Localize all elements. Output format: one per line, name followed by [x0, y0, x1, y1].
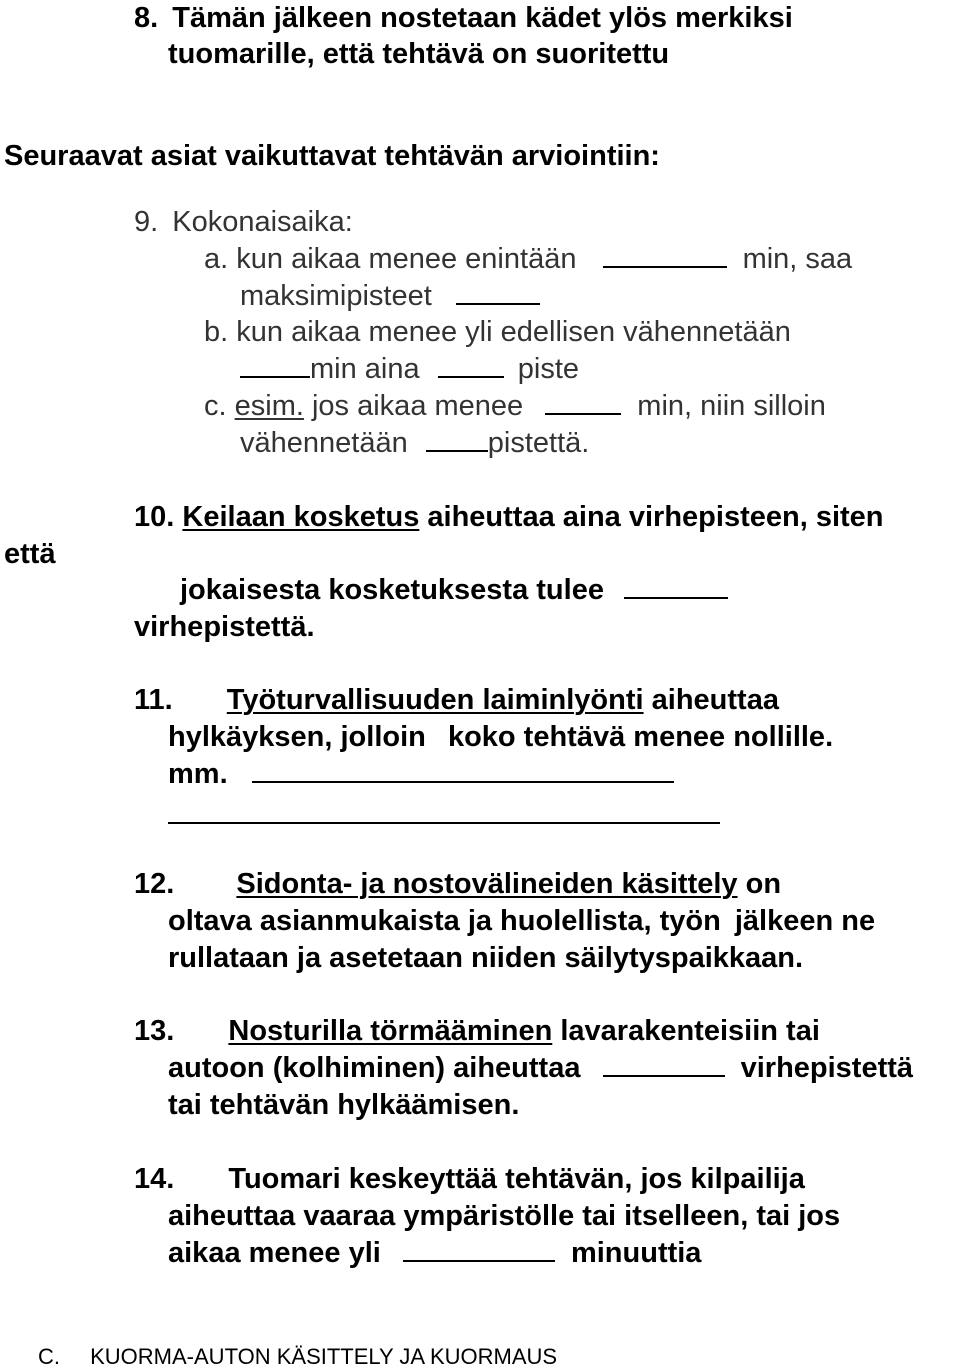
item-9a-label: a.	[204, 243, 229, 275]
item-14-line-3	[168, 1235, 701, 1271]
item-8-line-1	[134, 0, 793, 36]
item-9b-label: b.	[204, 316, 229, 348]
item-10-line-3: virhepistettä.	[134, 611, 315, 643]
item-12-line-1	[134, 866, 781, 902]
item-13-line-2	[168, 1050, 913, 1086]
item-9b-text-3: piste	[517, 353, 580, 385]
item-13-text-2: autoon (kolhiminen) aiheuttaa	[168, 1052, 581, 1084]
item-13-number: 13.	[134, 1015, 175, 1047]
item-12-line-3: rullataan ja asetetaan niiden säilytyspaikkaan.	[168, 942, 804, 974]
item-13-underlined: Nosturilla törmääminen	[228, 1015, 553, 1047]
item-9-heading	[134, 204, 353, 240]
item-9c-label: c.	[204, 390, 227, 422]
item-11-line-2	[168, 719, 833, 755]
item-9b-line-1	[204, 314, 791, 350]
item-9b-text-1: kun aikaa menee yli edellisen vähennetään	[236, 316, 791, 348]
item-8-line-2: tuomarille, että tehtävä on suoritettu	[168, 38, 670, 70]
item-9c-text-4: pistettä.	[487, 427, 590, 459]
item-9a-blank-1	[603, 242, 727, 268]
item-9-number: 9.	[134, 206, 159, 238]
item-12-text-2: oltava asianmukaista ja huolellista, työn	[168, 905, 721, 937]
item-14-line-1	[134, 1161, 805, 1197]
item-10-blank	[624, 573, 728, 599]
item-13-blank	[603, 1051, 725, 1077]
item-9a-text-3: maksimipisteet	[240, 280, 432, 312]
item-10-text-1: aiheuttaa aina virhepisteen, siten	[427, 501, 884, 533]
item-12-number: 12.	[134, 868, 175, 900]
item-12-text-3: jälkeen ne	[734, 905, 876, 937]
item-13-line-1	[134, 1013, 820, 1049]
margin-note: että	[4, 538, 56, 570]
item-9c-esim: esim.	[234, 390, 304, 422]
item-11-text-3: koko tehtävä menee nollille.	[447, 721, 834, 753]
item-11-text-1: aiheuttaa	[651, 684, 779, 716]
item-9a-blank-2	[456, 279, 540, 305]
item-9b-text-2: min aina	[310, 353, 420, 385]
item-8-text-1: Tämän jälkeen nostetaan kädet ylös merkiksi	[172, 2, 793, 34]
item-9c-blank-1	[545, 389, 621, 415]
item-11-text-2: hylkäyksen, jolloin	[168, 721, 426, 753]
evaluation-intro: Seuraavat asiat vaikuttavat tehtävän arviointiin:	[4, 140, 660, 172]
item-9a-text-2: min, saa	[742, 243, 853, 275]
section-c-label: C.	[38, 1344, 60, 1369]
item-11-line-3	[168, 756, 674, 792]
item-12-underlined: Sidonta- ja nostovälineiden käsittely	[236, 868, 738, 900]
item-10-text-2: jokaisesta kosketuksesta tulee	[180, 574, 604, 606]
section-c-text: KUORMA-AUTON KÄSITTELY JA KUORMAUS	[90, 1344, 558, 1369]
item-14-number: 14.	[134, 1163, 175, 1195]
item-8-number: 8.	[134, 2, 159, 34]
item-10-line-1	[134, 499, 884, 535]
item-9c-text-1: jos aikaa menee	[311, 390, 524, 422]
item-9a-line-1	[204, 241, 852, 277]
item-11-blank-1	[252, 757, 674, 783]
item-11-blank-2	[168, 822, 720, 824]
item-14-line-2: aiheuttaa vaaraa ympäristölle tai itselleen, tai jos	[168, 1200, 841, 1232]
item-11-text-4: mm.	[168, 758, 228, 790]
item-11-number: 11.	[134, 684, 173, 716]
item-10-underlined: Keilaan kosketus	[182, 501, 420, 533]
item-12-text-1: on	[745, 868, 782, 900]
item-11-underlined: Työturvallisuuden laiminlyönti	[226, 684, 644, 716]
item-14-text-1: Tuomari keskeyttää tehtävän, jos kilpailija	[228, 1163, 805, 1195]
item-13-text-1: lavarakenteisiin tai	[560, 1015, 820, 1047]
item-9c-blank-2	[426, 426, 488, 452]
item-10-number: 10.	[134, 501, 175, 533]
item-10-line-2	[180, 572, 728, 608]
item-9c-text-2: min, niin silloin	[637, 390, 826, 422]
item-11-line-1	[134, 682, 779, 718]
item-14-blank	[403, 1236, 555, 1262]
item-12-line-2	[168, 903, 875, 939]
item-9b-line-2	[240, 351, 579, 387]
item-9b-blank-1	[240, 352, 310, 378]
item-9-title: Kokonaisaika:	[172, 206, 353, 238]
item-9c-text-3: vähennetään	[240, 427, 408, 459]
item-13-line-3: tai tehtävän hylkäämisen.	[168, 1089, 520, 1121]
item-9a-text-1: kun aikaa menee enintään	[236, 243, 577, 275]
item-14-text-3: aikaa menee yli	[168, 1237, 381, 1269]
item-14-text-4: minuuttia	[570, 1237, 702, 1269]
item-9c-line-2	[240, 425, 589, 461]
item-13-text-3: virhepistettä	[740, 1052, 914, 1084]
item-9a-line-2	[240, 278, 540, 314]
item-9b-blank-2	[438, 352, 504, 378]
item-9c-line-1	[204, 388, 826, 424]
